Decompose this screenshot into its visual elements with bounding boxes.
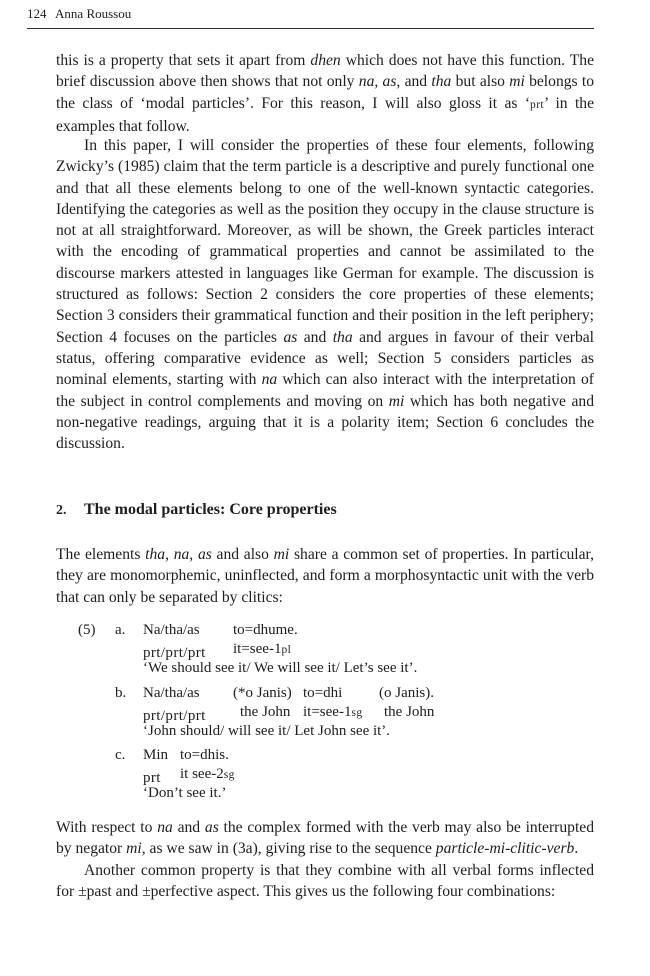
example-b-gloss-4: the John [384, 704, 435, 720]
example-b-translation: ‘John should/ will see it/ Let John see it’. [143, 723, 391, 739]
example-a-label: a. [115, 622, 126, 638]
example-b-gloss-3: it=see-1sg [303, 704, 363, 720]
example-c-word-1: Min [143, 747, 169, 763]
example-b-gloss-1: prt/prt/prt [143, 708, 206, 724]
paragraph-1: this is a property that sets it apart from dhen which does not have this function. The brief discussion above then shows that not only na, as, and tha but also mi belongs to the class of ‘modal particles’. For this reason, I will also gloss it as ‘prt’ in the examples that follow. [56, 52, 595, 135]
page-number: 124 [27, 6, 47, 21]
example-b-word-2: (*o Janis) [233, 685, 292, 701]
example-c-label: c. [115, 747, 126, 763]
example-a-translation: ‘We should see it/ We will see it/ Let’s see it’. [143, 660, 418, 676]
example-b-word-3: to=dhi [303, 685, 343, 701]
example-c-word-2: to=dhis. [180, 747, 229, 763]
example-b-word-4: (o Janis). [379, 685, 434, 701]
example-a-word-1: Na/tha/as [143, 622, 200, 638]
example-b-label: b. [115, 685, 127, 701]
example-number: (5) [78, 622, 96, 638]
section-title: The modal particles: Core properties [84, 501, 337, 518]
example-b-gloss-2: the John [240, 704, 291, 720]
example-a-gloss-1: prt/prt/prt [143, 645, 206, 661]
example-c-gloss-2: it see-2sg [180, 766, 235, 782]
section-heading [56, 501, 337, 519]
example-a-gloss-2: it=see-1pl [233, 641, 292, 657]
running-author: Anna Roussou [55, 6, 132, 21]
paragraph-4: With respect to na and as the complex formed with the verb may also be interrupted by negator mi, as we saw in (3a), giving rise to the sequence particle-mi-clitic-verb. [56, 819, 594, 858]
example-a-word-2: to=dhume. [233, 622, 298, 638]
paragraph-3: The elements tha, na, as and also mi share a common set of properties. In particular, they are monomorphemic, uninflected, and form a morphosyntactic unit with the verb that can only be separated by clitics: [56, 546, 595, 606]
paragraph-2: In this paper, I will consider the properties of these four elements, following Zwicky’s (1985) claim that the term particle is a descriptive and purely functional one and that all these elements belong to one of the well-known syntactic categories. Identifying the categories as well as the position they occupy in the clause structure is not at all straightforward. Moreover, as will be shown, the Greek particles interact with the encoding of grammatical properties and cannot be assimilated to the discourse markers attested in languages like German for example. The discussion is structured as follows: Section 2 considers the core properties of these elements; Section 3 considers their grammatical function and their position in the left periphery; Section 4 focuses on the particles as and tha and argues in favour of their verbal status, offering comparative evidence as well; Section 5 considers particles as nominal elements, starting with na which can also interact with the interpretation of the subject in control complements and moving on mi which has both negative and non-negative readings, arguing that it is a polarity item; Section 6 concludes the discussion. [56, 137, 595, 453]
example-b-word-1: Na/tha/as [143, 685, 200, 701]
paragraph-5: Another common property is that they combine with all verbal forms inflected for ±past and ±perfective aspect. This gives us the following four combinations: [56, 862, 594, 901]
section-number: 2. [56, 503, 67, 518]
example-c-translation: ‘Don’t see it.’ [143, 785, 227, 801]
running-header [27, 6, 594, 29]
example-c-gloss-1: prt [143, 770, 161, 786]
